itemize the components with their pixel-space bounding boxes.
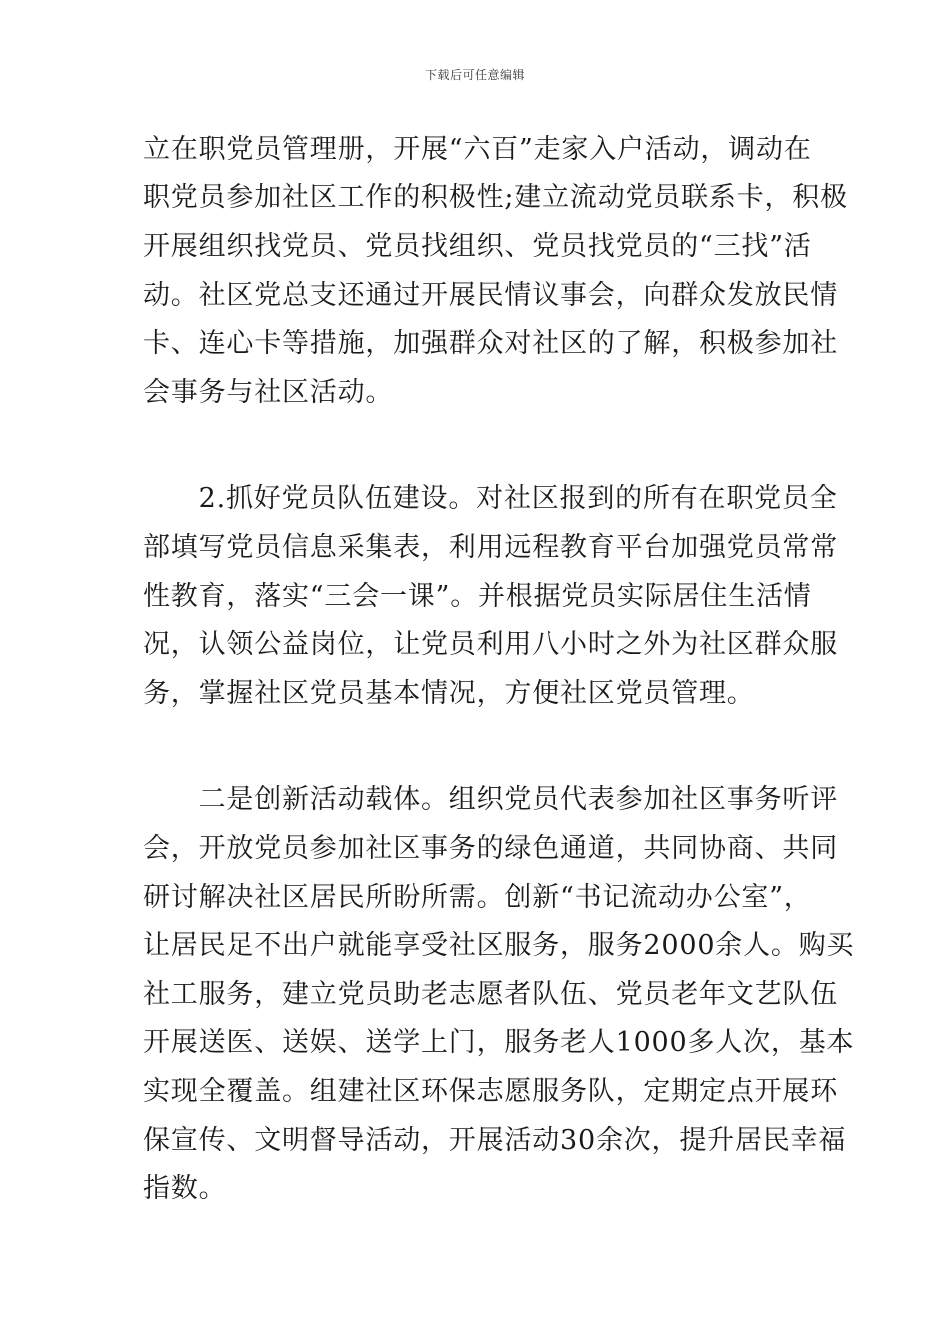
paragraph-1-line-2: 职党员参加社区工作的积极性;建立流动党员联系卡，积极: [143, 182, 848, 213]
paragraph-3-line-2: 会，开放党员参加社区事务的绿色通道，共同协商、共同: [143, 833, 838, 864]
paragraph-3-line-5: 社工服务，建立党员助老志愿者队伍、党员老年文艺队伍: [143, 979, 838, 1010]
paragraph-1-line-5: 卡、连心卡等措施，加强群众对社区的了解，积极参加社: [143, 328, 838, 359]
page-header: 下载后可任意编辑: [424, 68, 525, 82]
paragraph-3-line-9: 指数。: [143, 1173, 227, 1204]
paragraph-3-line-6: 开展送医、送娱、送学上门，服务老人1000多人次，基本: [143, 1027, 855, 1058]
paragraph-2-line-4: 况，认领公益岗位，让党员利用八小时之外为社区群众服: [143, 629, 838, 660]
paragraph-3-line-7: 实现全覆盖。组建社区环保志愿服务队，定期定点开展环: [143, 1076, 838, 1107]
paragraph-2-line-2: 部填写党员信息采集表，利用远程教育平台加强党员常常: [143, 532, 838, 563]
paragraph-1-line-1: 立在职党员管理册，开展“六百”走家入户活动，调动在: [143, 134, 812, 165]
paragraph-3-line-3: 研讨解决社区居民所盼所需。创新“书记流动办公室”，: [143, 882, 812, 913]
paragraph-2-line-1: 2.抓好党员队伍建设。对社区报到的所有在职党员全: [143, 483, 838, 514]
paragraph-1-line-6: 会事务与社区活动。: [143, 377, 394, 408]
paragraph-3-line-1: 二是创新活动载体。组织党员代表参加社区事务听评: [143, 784, 838, 815]
paragraph-2-line-5: 务，掌握社区党员基本情况，方便社区党员管理。: [143, 678, 755, 709]
paragraph-1-line-3: 开展组织找党员、党员找组织、党员找党员的“三找”活: [143, 231, 812, 262]
paragraph-1-line-4: 动。社区党总支还通过开展民情议事会，向群众发放民情: [143, 280, 838, 311]
paragraph-3-line-8: 保宣传、文明督导活动，开展活动30余次，提升居民幸福: [143, 1125, 847, 1156]
paragraph-3-line-4: 让居民足不出户就能享受社区服务，服务2000余人。购买: [143, 930, 855, 961]
paragraph-2-line-3: 性教育，落实“三会一课”。并根据党员实际居住生活情: [143, 581, 812, 612]
